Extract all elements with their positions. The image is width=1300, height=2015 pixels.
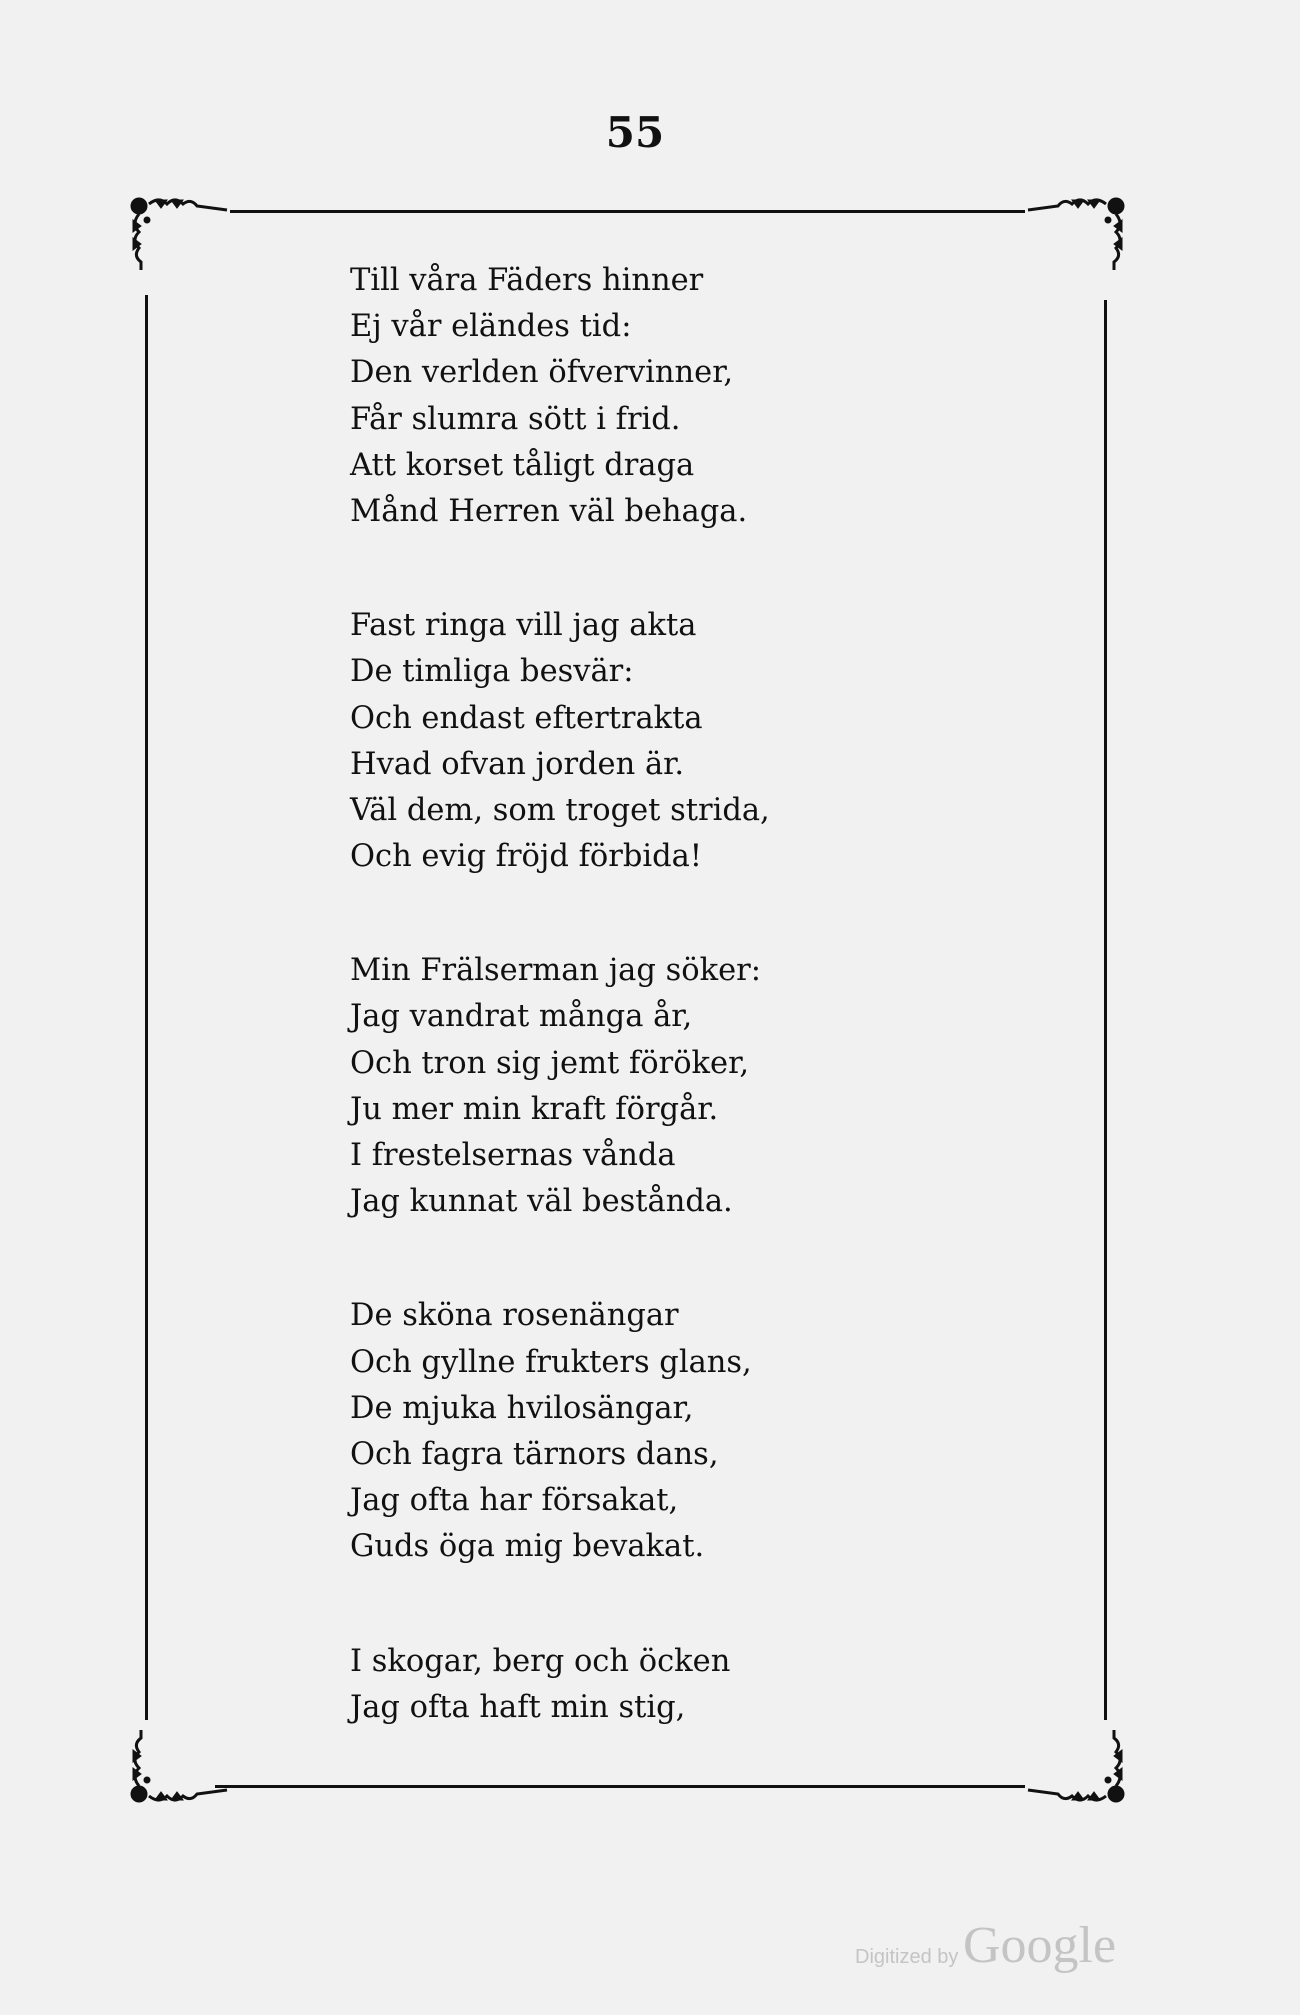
poem-line: Att korset tåligt draga bbox=[350, 447, 695, 483]
poem-body bbox=[350, 258, 910, 1799]
poem-line: Fast ringa vill jag akta bbox=[350, 608, 697, 644]
corner-ornament-bottom-right-icon bbox=[1020, 1700, 1130, 1810]
frame-right-rule bbox=[1104, 300, 1107, 1720]
poem-line: Guds öga mig bevakat. bbox=[350, 1529, 705, 1565]
poem-line: De timliga besvär: bbox=[350, 654, 634, 690]
poem-line: Den verlden öfvervinner, bbox=[350, 355, 734, 391]
page-number: 55 bbox=[605, 108, 665, 157]
poem-line: Och gyllne frukters glans, bbox=[350, 1344, 752, 1380]
poem-line: Ej vår eländes tid: bbox=[350, 309, 632, 345]
poem-line: Jag ofta har försakat, bbox=[350, 1483, 679, 1519]
stanza bbox=[350, 948, 910, 1225]
stanza bbox=[350, 258, 910, 535]
stanza bbox=[350, 1293, 910, 1570]
poem-line: Hvad ofvan jorden är. bbox=[350, 746, 685, 782]
poem-line: Till våra Fäders hinner bbox=[350, 263, 704, 298]
poem-line: Och endast eftertrakta bbox=[350, 700, 703, 736]
poem-line: I skogar, berg och öcken bbox=[350, 1643, 731, 1679]
stanza bbox=[350, 603, 910, 880]
watermark-prefix: Digitized by bbox=[855, 1946, 959, 1968]
poem-line: Min Frälserman jag söker: bbox=[350, 953, 761, 989]
poem-line: Och fagra tärnors dans, bbox=[350, 1436, 719, 1472]
poem-line: Jag vandrat många år, bbox=[350, 999, 693, 1035]
corner-ornament-bottom-left-icon bbox=[125, 1700, 235, 1810]
poem-line: Och tron sig jemt föröker, bbox=[350, 1045, 750, 1081]
poem-line: I frestelsernas vånda bbox=[350, 1138, 676, 1173]
poem-line: De sköna rosenängar bbox=[350, 1298, 679, 1334]
poem-line: Och evig fröjd förbida! bbox=[350, 839, 703, 875]
poem-line: Månd Herren väl behaga. bbox=[350, 493, 748, 529]
poem-line: Får slumra sött i frid. bbox=[350, 401, 681, 437]
corner-ornament-top-right-icon bbox=[1020, 190, 1130, 300]
poem-line: Väl dem, som troget strida, bbox=[350, 792, 770, 828]
watermark-brand: Google bbox=[963, 1917, 1117, 1974]
frame-top-rule bbox=[230, 210, 1025, 213]
frame-left-rule bbox=[145, 295, 148, 1720]
poem-line: Jag ofta haft min stig, bbox=[350, 1689, 686, 1725]
poem-line: De mjuka hvilosängar, bbox=[350, 1390, 694, 1426]
corner-ornament-top-left-icon bbox=[125, 190, 235, 300]
digitized-by-watermark bbox=[855, 1917, 1117, 1980]
poem-line: Jag kunnat väl bestånda. bbox=[350, 1184, 733, 1220]
poem-line: Ju mer min kraft förgår. bbox=[350, 1091, 719, 1127]
stanza bbox=[350, 1639, 910, 1731]
